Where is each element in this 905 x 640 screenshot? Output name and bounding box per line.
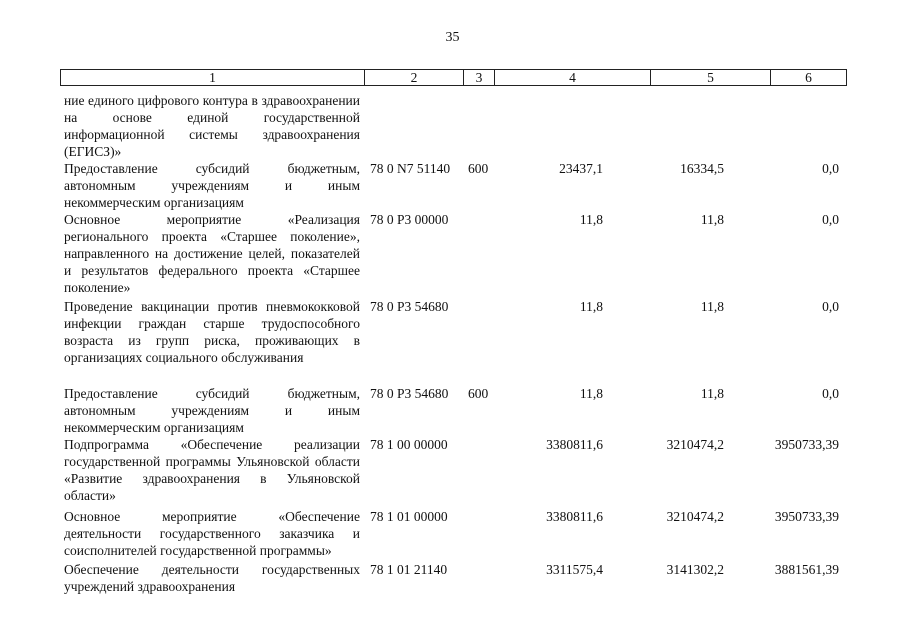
row-code: 78 0 P3 54680 (370, 299, 449, 314)
row-code: 78 1 01 21140 (370, 562, 448, 577)
header-col-2: 2 (365, 70, 464, 85)
row-description: Основное мероприятие «Обеспечение деятельности государственного заказчика и соисполнителей государственной программы» (64, 509, 360, 558)
row-value-col-6: 0,0 (822, 386, 839, 401)
row-code: 78 0 P3 00000 (370, 212, 449, 227)
row-value-col-4: 11,8 (579, 386, 603, 401)
header-col-4: 4 (495, 70, 651, 85)
header-col-1: 1 (61, 70, 365, 85)
header-col-5: 5 (651, 70, 771, 85)
page-number: 35 (445, 30, 460, 45)
table-header (60, 69, 847, 86)
row-code: 78 1 00 00000 (370, 437, 448, 452)
row-value-col-6: 3881561,39 (774, 562, 839, 577)
row-value-col-4: 3380811,6 (546, 437, 603, 452)
row-value-col-5: 11,8 (700, 299, 724, 314)
row-value-col-6: 3950733,39 (774, 509, 839, 524)
row-code: 78 0 N7 51140 (370, 161, 451, 176)
row-value-col-6: 3950733,39 (774, 437, 839, 452)
row-expense-type: 600 (468, 386, 489, 401)
row-value-col-5: 3210474,2 (666, 437, 724, 452)
row-description: ние единого цифрового контура в здравоохранении на основе единой государственной информационной системы здравоохранения (ЕГИСЗ)» (64, 93, 360, 159)
row-value-col-5: 16334,5 (680, 161, 724, 176)
row-description: Предоставление субсидий бюджетным, автономным учреждениям и иным некоммерческим организациям (64, 386, 360, 435)
row-code: 78 0 P3 54680 (370, 386, 449, 401)
header-col-3: 3 (464, 70, 495, 85)
row-value-col-6: 0,0 (822, 161, 839, 176)
row-description: Обеспечение деятельности государственных учреждений здравоохранения (64, 562, 360, 594)
row-value-col-4: 23437,1 (559, 161, 603, 176)
row-description: Подпрограмма «Обеспечение реализации государственной программы Ульяновской области «Развитие здравоохранения в Ульяновской области» (64, 437, 360, 503)
row-value-col-6: 0,0 (822, 299, 839, 314)
row-value-col-5: 11,8 (700, 212, 724, 227)
row-value-col-5: 3210474,2 (666, 509, 724, 524)
row-description: Предоставление субсидий бюджетным, автономным учреждениям и иным некоммерческим организациям (64, 161, 360, 210)
row-code: 78 1 01 00000 (370, 509, 448, 524)
row-value-col-5: 3141302,2 (666, 562, 724, 577)
row-value-col-4: 11,8 (579, 299, 603, 314)
row-value-col-5: 11,8 (700, 386, 724, 401)
row-expense-type: 600 (468, 161, 489, 176)
row-value-col-4: 3380811,6 (546, 509, 603, 524)
row-value-col-4: 3311575,4 (546, 562, 603, 577)
row-description: Проведение вакцинации против пневмококковой инфекции граждан старше трудоспособного возраста из групп риска, проживающих в организациях социального обслуживания (64, 299, 360, 365)
row-value-col-6: 0,0 (822, 212, 839, 227)
row-value-col-4: 11,8 (579, 212, 603, 227)
row-description: Основное мероприятие «Реализация регионального проекта «Старшее поколение», направленного на достижение целей, показателей и результатов федерального проекта «Старшее поколение» (64, 212, 360, 295)
header-col-6: 6 (805, 70, 812, 85)
